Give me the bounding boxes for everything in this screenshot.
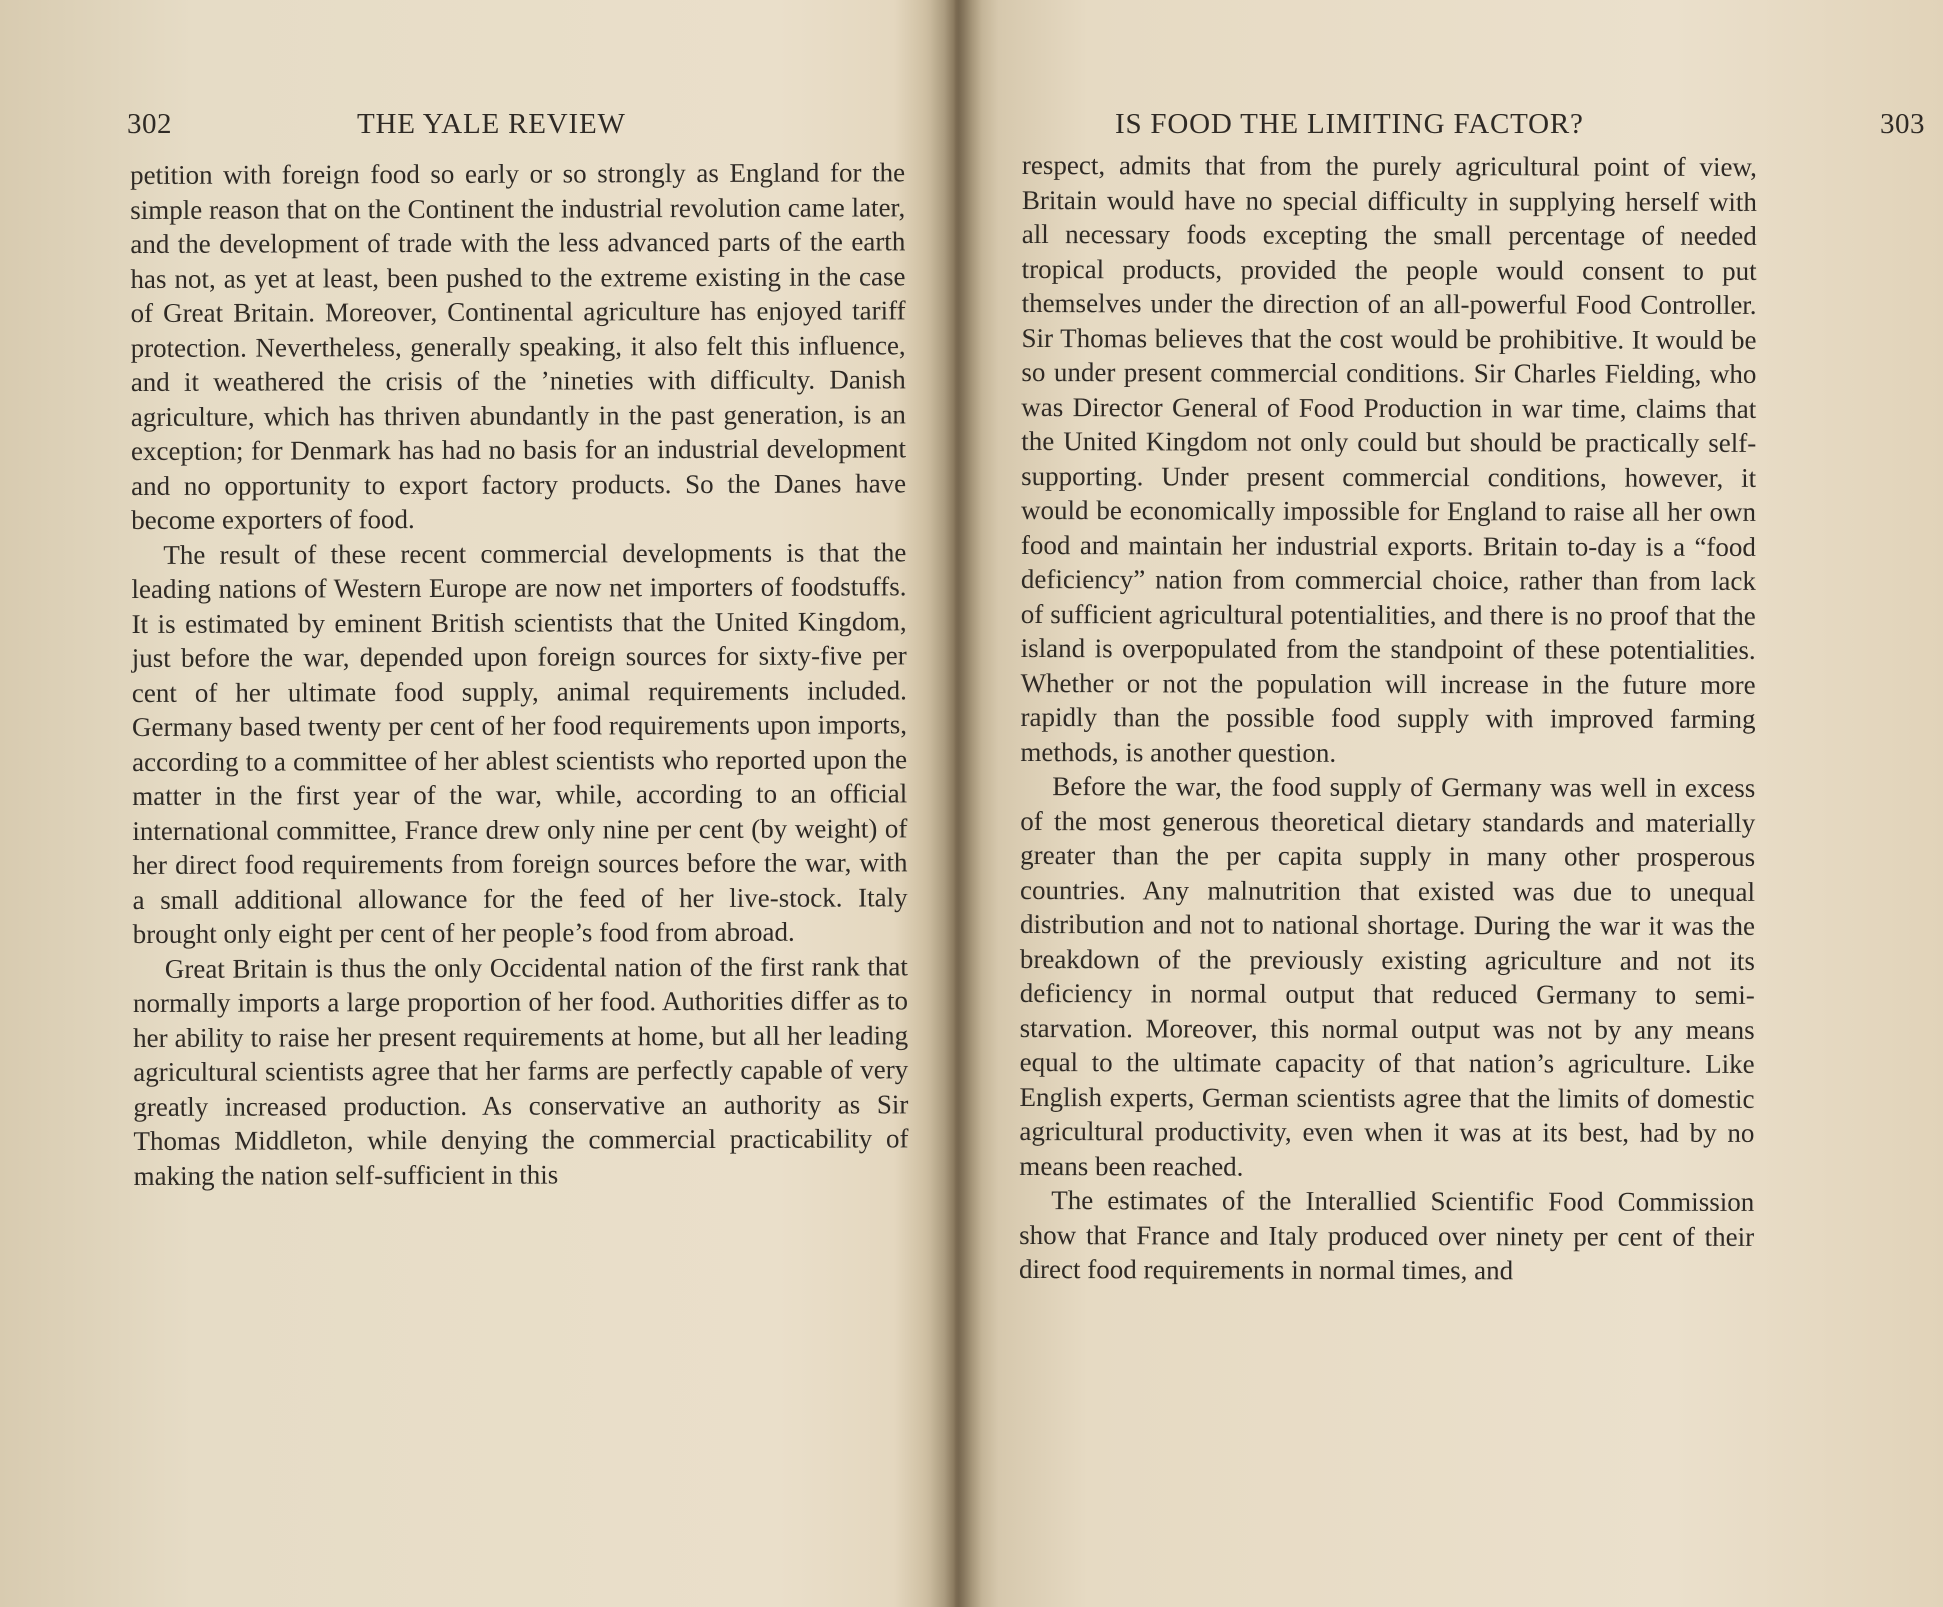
running-head: IS FOOD THE LIMITING FACTOR?	[1115, 108, 1584, 140]
page-number: 302	[127, 108, 172, 140]
right-page	[975, 0, 1943, 1607]
paragraph: The estimates of the Interallied Scientific Food Commission show that France and Italy produced over ninety per cent of their direct food requirements in normal times, and	[1019, 1185, 1755, 1286]
right-page-header	[1115, 104, 1925, 144]
left-page-body	[130, 155, 909, 1193]
paragraph: petition with foreign food so early or so strongly as England for the simple reason that on the Continent the industrial revolution came later, and the development of trade with the less advanced parts of the earth has not, as yet at least, been pushed to the extreme existing in the case of Great Britain. Moreover, Continental agriculture has enjoyed tariff protection. Nevertheless, generally speaking, it also felt this influence, and it weathered the crisis of the ’nineties with difficulty. Danish agriculture, which has thriven abundantly in the past generation, is an exception; for Denmark has had no basis for an industrial development and no opportunity to export factory products. So the Danes have become exporters of food.	[130, 157, 907, 535]
paragraph: The result of these recent commercial developments is that the leading nations of Western Europe are now net importers of foodstuffs. It is estimated by eminent British scientists that the United Kingdom, just before the war, depended upon foreign sources for sixty-five per cent of her ultimate food supply, animal requirements included. Germany based twenty per cent of her food requirements upon imports, according to a committee of her ablest scientists who reported upon the matter in the first year of the war, while, according to an official international committee, France drew only nine per cent (by weight) of her direct food requirements from foreign sources before the war, with a small additional allowance for the feed of her live-stock. Italy brought only eight per cent of her people’s food from abroad.	[131, 536, 908, 949]
paragraph: Great Britain is thus the only Occidental nation of the first rank that normally imports a large proportion of her food. Authorities differ as to her ability to raise her present requirements at home, but all her leading agricultural scientists agree that her farms are perfectly capable of very greatly increased production. As conservative an authority as Sir Thomas Middleton, while denying the commercial practicability of making the nation self-sufficient in this	[132, 950, 909, 1191]
paragraph: Before the war, the food supply of Germany was well in excess of the most generous theoretical dietary standards and materially greater than the per capita supply in many other prosperous countries. Any malnutrition that existed was due to unequal distribution and not to national shortage. During the war it was the breakdown of the previously existing agriculture and not its deficiency in normal output that reduced Germany to semi-starvation. Moreover, this normal output was not by any means equal to the ultimate capacity of that nation’s agriculture. Like English experts, German scientists agree that the limits of domestic agricultural productivity, even when it was at its best, had by no means been reached.	[1019, 771, 1756, 1182]
paragraph: respect, admits that from the purely agricultural point of view, Britain would have no special difficulty in supplying herself with all necessary foods excepting the small percentage of needed tropical products, provided the people would consent to put themselves under the direction of an all-powerful Food Controller. Sir Thomas believes that the cost would be prohibitive. It would be so under present commercial conditions. Sir Charles Fielding, who was Director General of Food Production in war time, claims that the United Kingdom not only could but should be practically self-supporting. Under present commercial conditions, however, it would be economically impossible for England to raise all her own food and maintain her industrial exports. Britain to-day is a “food deficiency” nation from commercial choice, rather than from lack of sufficient agricultural potentialities, and there is no proof that the island is overpopulated from the standpoint of these potentialities. Whether or not the population will increase in the future more rapidly than the possible food supply with improved farming methods, is another question.	[1020, 150, 1757, 768]
left-page-header	[127, 104, 902, 144]
left-page	[0, 0, 955, 1607]
running-head: THE YALE REVIEW	[357, 108, 626, 140]
page-number: 303	[1880, 108, 1925, 140]
right-page-body	[1019, 148, 1757, 1288]
